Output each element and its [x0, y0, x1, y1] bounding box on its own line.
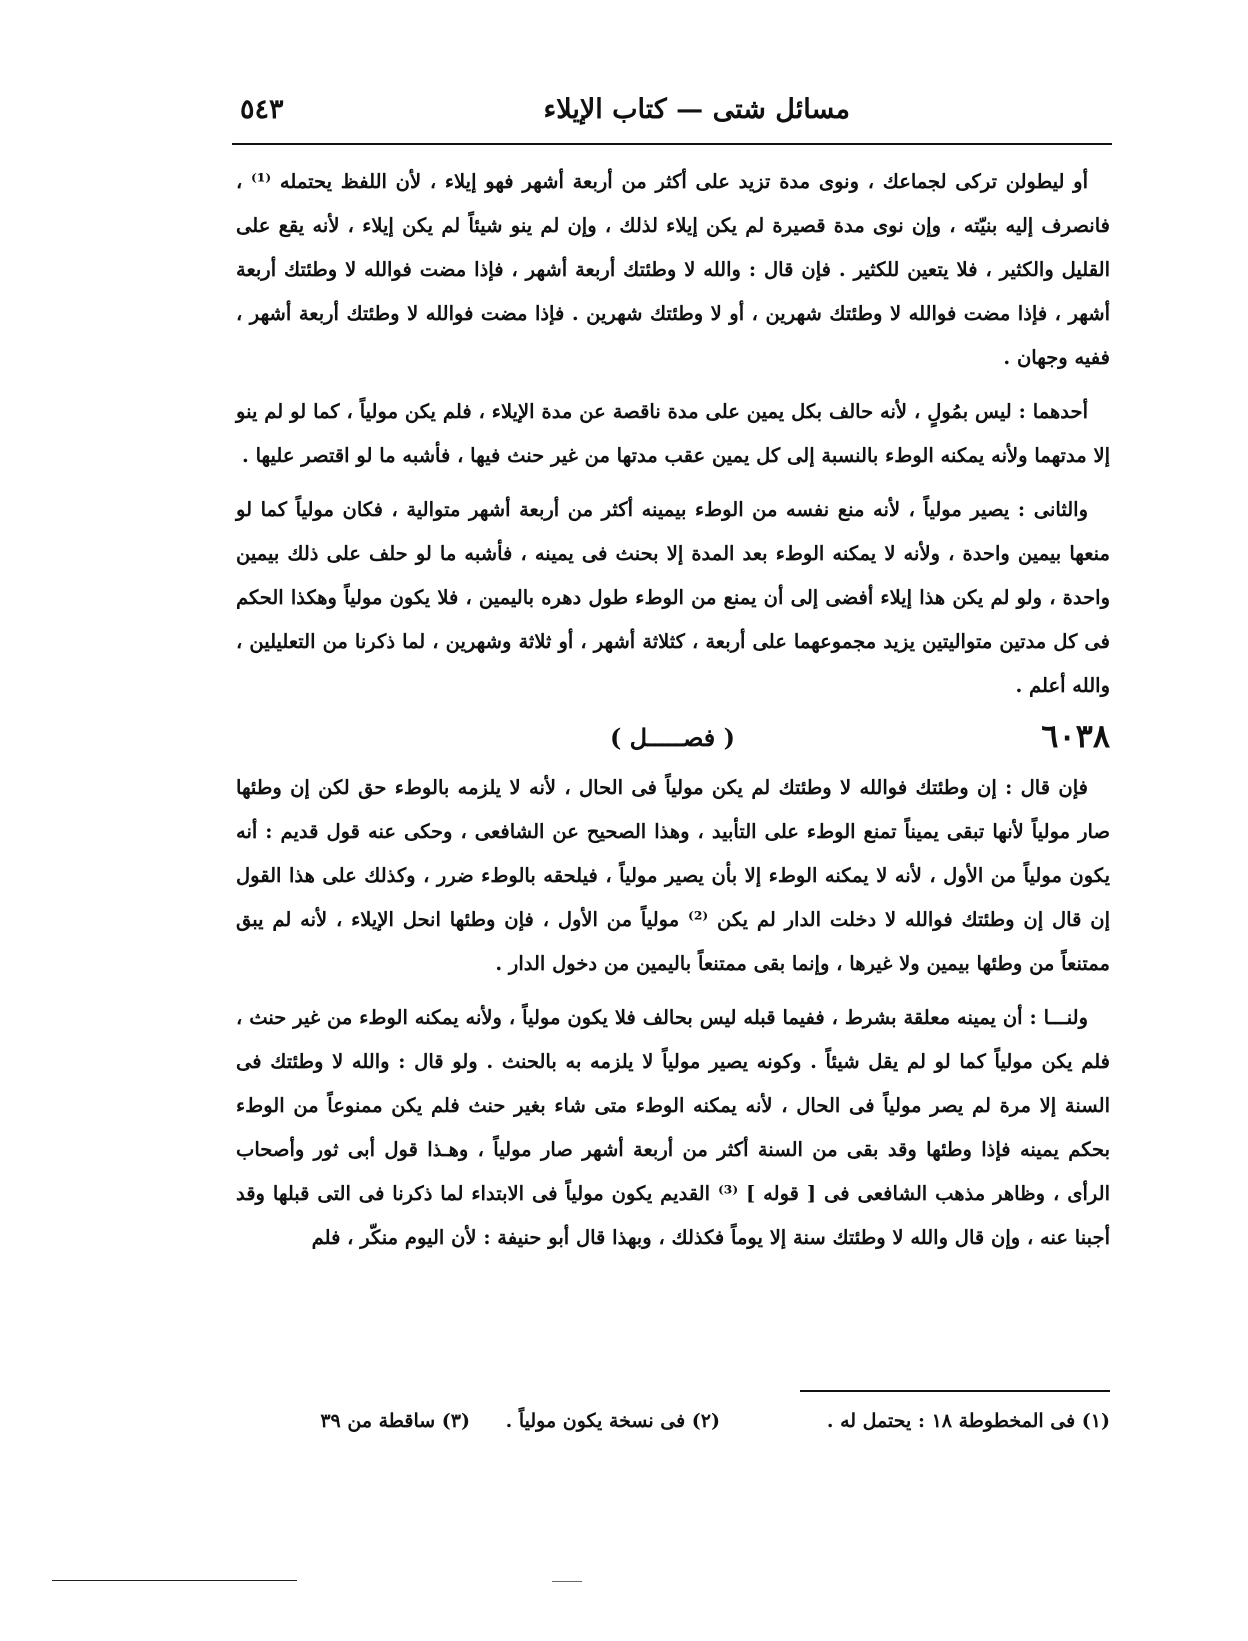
paragraph: أو ليطولن تركى لجماعك ، ونوى مدة تزيد على أكثر من أربعة أشهر فهو إيلاء ، لأن اللفظ يحتمله ⁽¹⁾ ، فانصرف إليه بنيّته ، وإن نوى مدة قصيرة لم يكن إيلاء لذلك ، وإن لم ينو شيئاً لم يكن إيلاء ، لأنه يقع على القليل والكثير ، فلا يتعين للكثير . فإن قال : والله لا وطئتك أربعة أشهر ، فإذا مضت فوالله لا وطئتك أربعة أشهر ، فإذا مضت فوالله لا وطئتك شهرين ، أو لا وطئتك شهرين . فإذا مضت فوالله لا وطئتك أربعة أشهر ، ففيه وجهان .: [236, 170, 1110, 369]
section-title: ( فصـــــل ): [609, 723, 735, 752]
paragraph: والثانى : يصير مولياً ، لأنه منع نفسه من الوطء بيمينه أكثر من أربعة أشهر متوالية ، فكان مولياً كما لو منعها بيمين واحدة ، ولأنه لا يمكنه الوطء بعد المدة إلا بحنث فى يمينه ، فأشبه ما لو حلف على ذلك بيمين واحدة ، ولو لم يكن هذا إيلاء أفضى إلى أن يمنع من الوطء طول دهره باليمين ، فلا يكون مولياً وهكذا الحكم فى كل مدتين متواليتين يزيد مجموعهما على أربعة ، كثلاثة أشهر ، أو ثلاثة وشهرين ، لما ذكرنا من التعليلين ، والله أعلم .: [236, 498, 1110, 697]
scan-edge-line: [52, 1580, 297, 1581]
footnote-1: (١) فى المخطوطة ١٨ : يحتمل له .: [826, 1410, 1110, 1432]
paragraph: ولنـــا : أن يمينه معلقة بشرط ، ففيما قبله ليس بحالف فلا يكون مولياً ، ولأنه يمكنه الوطء من غير حنث ، فلم يكن مولياً كما لو لم يقل شيئاً . وكونه يصير مولياً لا يلزمه به بالحنث . ولو قال : والله لا وطئتك فى السنة إلا مرة لم يصر مولياً فى الحال ، لأنه يمكنه الوطء متى شاء بغير حنث فلم يكن ممنوعاً من الوطء بحكم يمينه فإذا وطئها وقد بقى من السنة أكثر من أربعة أشهر صار مولياً ، وهـذا قول أبى ثور وأصحاب الرأى ، وظاهر مذهب الشافعى فى [ قوله ] ⁽³⁾ القديم يكون مولياً فى الابتداء لما ذكرنا فى التى قبلها وقد أجبنا عنه ، وإن قال والله لا وطئتك سنة إلا يوماً فكذلك ، وبهذا قال أبو حنيفة : لأن اليوم منكّر ، فلم: [236, 1006, 1110, 1249]
footnote-2: (٢) فى نسخة يكون مولياً .: [505, 1410, 720, 1432]
page-number: ٥٤٣: [240, 94, 284, 125]
footnotes: [236, 1410, 1110, 1450]
paragraph: فإن قال : إن وطئتك فوالله لا وطئتك لم يكن مولياً فى الحال ، لأنه لا يلزمه بالوطء حق لكن إن وطئها صار مولياً لأنها تبقى يميناً تمنع الوطء على التأبيد ، وهذا الصحيح عن الشافعى ، وحكى عنه قول قديم : أنه يكون مولياً من الأول ، لأنه لا يمكنه الوطء إلا بأن يصير مولياً ، فيلحقه بالوطء ضرر ، وكذلك على هذا القول إن قال إن وطئتك فوالله لا دخلت الدار لم يكن ⁽²⁾ مولياً من الأول ، فإن وطئها انحل الإيلاء ، لأنه لم يبق ممتنعاً من وطئها بيمين ولا غيرها ، وإنما بقى ممتنعاً باليمين من دخول الدار .: [236, 776, 1110, 975]
main-text: [236, 160, 1110, 1260]
section-heading: [236, 712, 1110, 766]
header-rule: [232, 143, 1112, 145]
section-number: ٦٠٣٨: [1041, 717, 1110, 755]
paragraph: أحدهما : ليس بمُولٍ ، لأنه حالف بكل يمين على مدة ناقصة عن مدة الإيلاء ، فلم يكن مولياً ، كما لو لم ينو إلا مدتهما ولأنه يمكنه الوطء بالنسبة إلى كل يمين عقب مدتها من غير حنث فيها ، فأشبه ما لو اقتصر عليها .: [236, 400, 1110, 467]
scan-mark: [552, 1581, 582, 1582]
footnote-rule: [800, 1390, 1110, 1392]
page-header: [230, 94, 1110, 134]
running-title: مسائل شتى — كتاب الإيلاء: [543, 94, 850, 125]
footnote-3: (٣) ساقطة من ٣٩: [320, 1410, 470, 1432]
